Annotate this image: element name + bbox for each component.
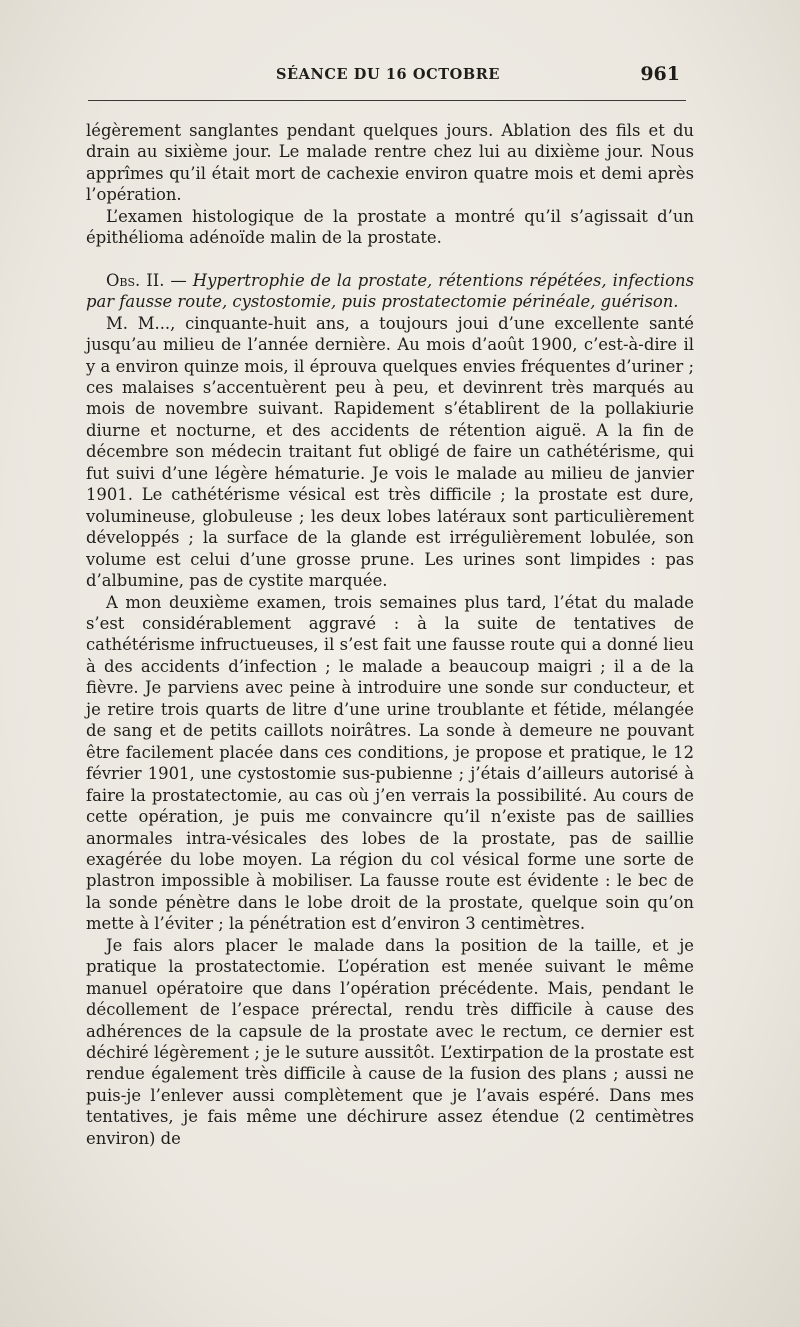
text-body [86, 120, 694, 1149]
header-rule [88, 100, 686, 101]
observation-heading [86, 270, 694, 313]
observation-title: Hypertrophie de la prostate, rétentions répétées, infections par fausse route, cystostomie, puis prostatectomie périnéale, guérison. [86, 270, 694, 312]
page-header [88, 64, 688, 88]
paragraph-case-history: M. M..., cinquante-huit ans, a toujours joui d’une excellente santé jusqu’au milieu de l’année dernière. Au mois d’août 1900, c’est-à-dire il y a environ quinze mois, il éprouva quelques envies fréquentes d’uriner ; ces malaises s’accentuèrent peu à peu, et devinrent très marqués au mois de novembre suivant. Rapidement s’établirent de la pollakiurie diurne et nocturne, et des accidents de rétention aiguë. A la fin de décembre son médecin traitant fut obligé de faire un cathétérisme, qui fut suivi d’une légère hématurie. Je vois le malade au milieu de janvier 1901. Le cathétérisme vésical est très difficile ; la prostate est dure, volumineuse, globuleuse ; les deux lobes latéraux sont particulièrement développés ; la surface de la glande est irrégulièrement lobulée, son volume est celui d’une grosse prune. Les urines sont limpides : pas d’albumine, pas de cystite marquée. [86, 313, 694, 591]
running-title: SÉANCE DU 16 OCTOBRE [275, 66, 501, 83]
observation-label: Obs. II. — [106, 270, 187, 290]
paragraph-continuation: légèrement sanglantes pendant quelques jours. Ablation des fils et du drain au sixième jour. Le malade rentre chez lui au dixième jour. Nous apprîmes qu’il était mort de cachexie environ quatre mois et demi après l’opération. [86, 121, 694, 205]
paragraph-histology: L’examen histologique de la prostate a montré qu’il s’agissait d’un épithélioma adénoïde malin de la prostate. [86, 206, 694, 248]
paragraph-second-exam: A mon deuxième examen, trois semaines plus tard, l’état du malade s’est considérablement aggravé : à la suite de tentatives de cathétérisme infructueuses, il s’est fait une fausse route qui a donné lieu à des accidents d’infection ; le malade a beaucoup maigri ; il a de la fièvre. Je parviens avec peine à introduire une sonde sur conducteur, et je retire trois quarts de litre d’une urine troublante et fétide, mélangée de sang et de petits caillots noirâtres. La sonde à demeure ne pouvant être facilement placée dans ces conditions, je propose et pratique, le 12 février 1901, une cystostomie sus-pubienne ; j’étais d’ailleurs autorisé à faire la prostatectomie, au cas où j’en verrais la possibilité. Au cours de cette opération, je puis me convaincre qu’il n’existe pas de saillies anormales intra-vésicales des lobes de la prostate, pas de saillie exagérée du lobe moyen. La région du col vésical forme une sorte de plastron impossible à mobiliser. La fausse route est évidente : le bec de la sonde pénètre dans le lobe droit de la prostate, quelque soin qu’on mette à l’éviter ; la pénétration est d’environ 3 centimètres. [86, 592, 694, 934]
section-gap [86, 249, 694, 270]
paragraph-operation: Je fais alors placer le malade dans la position de la taille, et je pratique la prostatectomie. L’opération est menée suivant le même manuel opératoire que dans l’opération précédente. Mais, pendant le décollement de l’espace prérectal, rendu très difficile à cause des adhérences de la capsule de la prostate avec le rectum, ce dernier est déchiré légèrement ; je le suture aussitôt. L’extirpation de la prostate est rendue également très difficile à cause de la fusion des plans ; aussi ne puis-je l’enlever aussi complètement que je l’avais espéré. Dans mes tentatives, je fais même une déchirure assez étendue (2 centimètres environ) de [86, 935, 694, 1148]
page-number: 961 [640, 63, 680, 85]
